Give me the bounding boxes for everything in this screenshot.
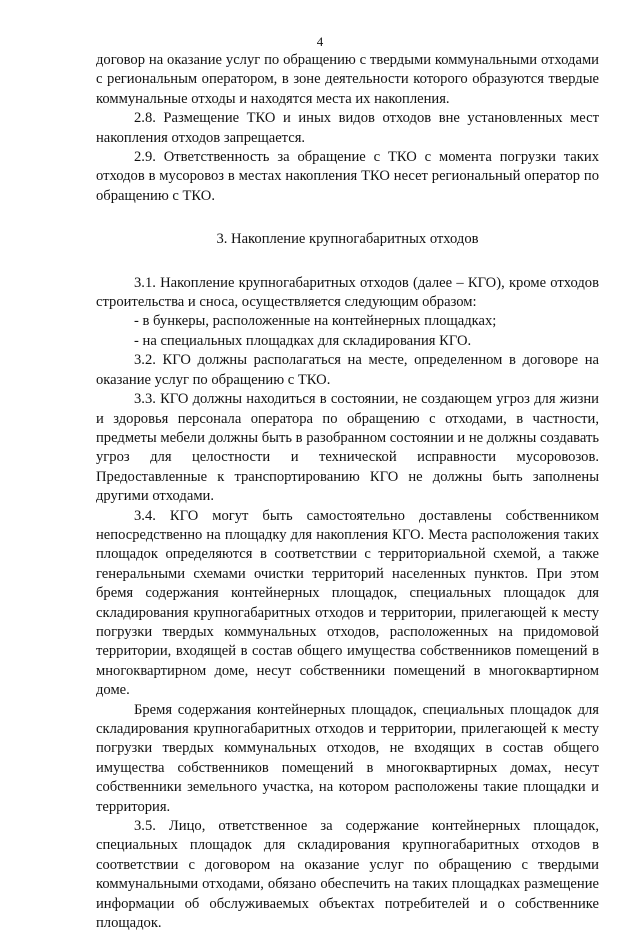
list-item-special-sites: - на специальных площадках для складирования КГО. [134,332,472,349]
paragraph-3-4: 3.4. КГО могут быть самостоятельно доставлены собственником непосредственно на площадку для накопления КГО. Места расположения таких площадок определяются в соответствии с территориальной схемой, а также генеральными схемами очистки территорий населенных пунктов. При этом бремя содержания контейнерных площадок, специальных площадок для складирования крупногабаритных отходов и территории, прилегающей к месту погрузки твердых коммунальных отходов, расположенных на придомовой территории, входящей в состав общего имущества собственников помещений в многоквартирном доме, несут собственники помещений в многоквартирном доме. [96,507,599,699]
paragraph-3-5: 3.5. Лицо, ответственное за содержание контейнерных площадок, специальных площадок для складирования крупногабаритных отходов в соответствии с договором на оказание услуг по обращению с твердыми коммунальными отходами, обязано обеспечить на таких площадках размещение информации об обслуживаемых объектах потребителей и о собственнике площадок. [96,818,599,932]
paragraph-burden: Бремя содержания контейнерных площадок, специальных площадок для складирования крупногабаритных отходов и территории, прилегающей к месту погрузки твердых коммунальных отходов, не входящих в состав общего имущества собственников помещений в многоквартирных домах, несут собственники земельного участка, на котором расположены такие площадки и территория. [96,701,599,815]
document-body [96,51,599,933]
section-heading: 3. Накопление крупногабаритных отходов [216,231,479,248]
paragraph-2-9: 2.9. Ответственность за обращение с ТКО с момента погрузки таких отходов в мусоровоз в местах накопления ТКО несет региональный оператор по обращению с ТКО. [96,149,599,204]
paragraph-continuation: договор на оказание услуг по обращению с твердыми коммунальными отходами с региональным оператором, в зоне деятельности которого образуются твердые коммунальные отходы и находятся места их накопления. [96,52,599,107]
list-item-bunkers: - в бункеры, расположенные на контейнерных площадках; [134,313,497,330]
paragraph-3-2: 3.2. КГО должны располагаться на месте, определенном в договоре на оказание услуг по обращению с ТКО. [96,352,599,388]
paragraph-2-8: 2.8. Размещение ТКО и иных видов отходов вне установленных мест накопления отходов запрещается. [96,110,599,146]
paragraph-3-1: 3.1. Накопление крупногабаритных отходов (далее – КГО), кроме отходов строительства и сноса, осуществляется следующим образом: [96,274,599,311]
page-number: 4 [316,34,324,49]
paragraph-3-3: 3.3. КГО должны находиться в состоянии, не создающем угроз для жизни и здоровья персонала оператора по обращению с отходами, в частности, предметы мебели должны быть в разобранном состоянии и не должны создавать угроз для целостности и технической исправности мусоровозов. Предоставленные к транспортированию КГО не должны быть заполнены другими отходами. [96,391,599,505]
